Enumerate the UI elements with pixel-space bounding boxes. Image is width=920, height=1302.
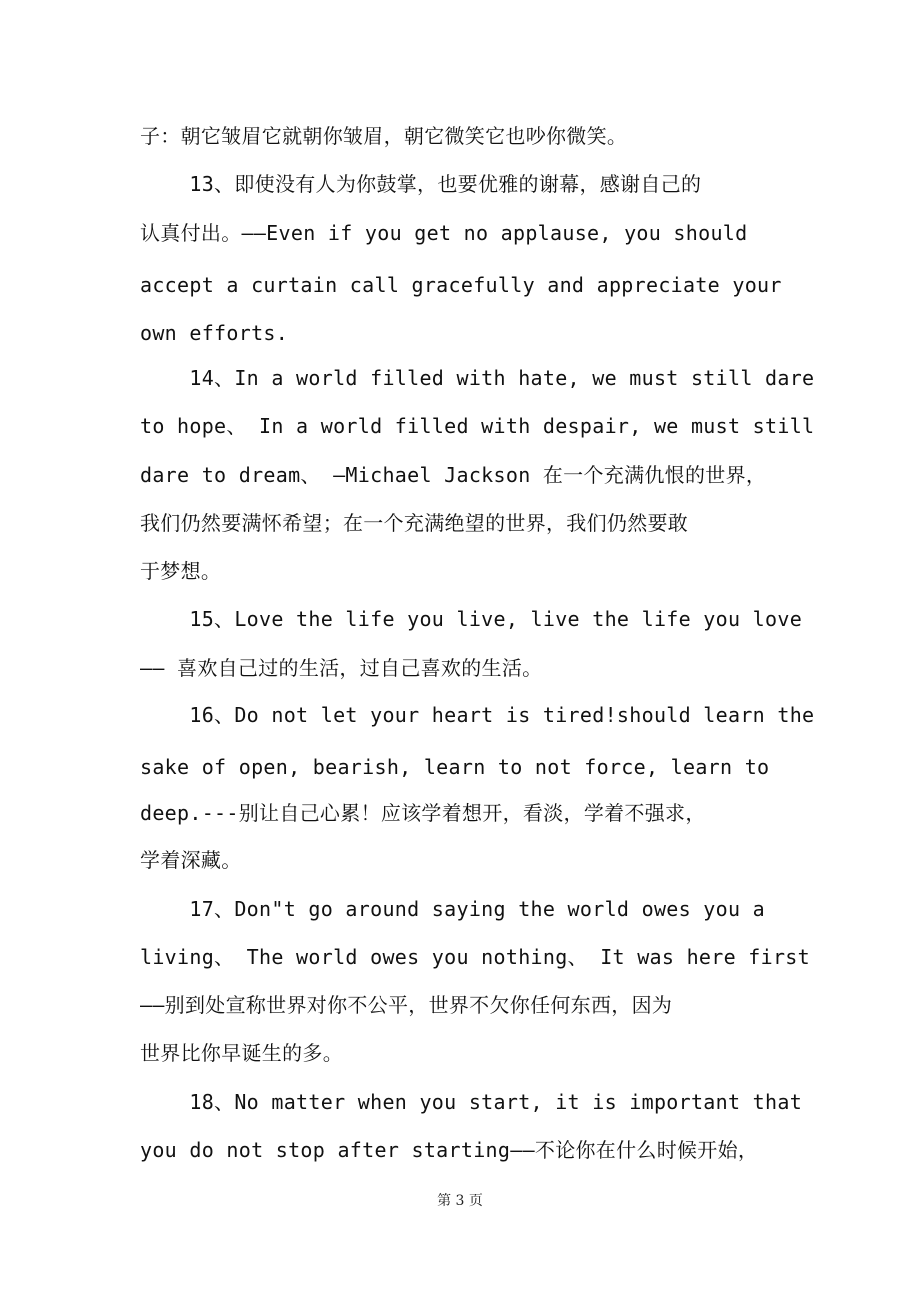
text-line: own efforts.	[140, 321, 289, 345]
text-line: 15、Love the life you live, live the life you love	[140, 607, 803, 631]
text-line: dare to dream、 —Michael Jackson 在一个充满仇恨的世界，	[140, 463, 767, 487]
text-line: deep.---别让自己心累！应该学着想开，看淡，学着不强求，	[140, 801, 706, 825]
text-line: 世界比你早诞生的多。	[140, 1041, 343, 1065]
page-number: 第 3 页	[437, 1193, 483, 1209]
text-line: 我们仍然要满怀希望；在一个充满绝望的世界，我们仍然要敢	[140, 511, 689, 535]
text-line: 认真付出。——Even if you get no applause, you should	[140, 221, 748, 245]
text-line: 13、即使没有人为你鼓掌，也要优雅的谢幕，感谢自己的	[140, 172, 702, 196]
text-line: 学着深藏。	[140, 848, 242, 872]
text-line: accept a curtain call gracefully and appreciate your	[140, 273, 782, 297]
text-line: living、 The world owes you nothing、 It was here first	[140, 945, 810, 969]
text-line: 18、No matter when you start, it is important that	[140, 1090, 803, 1114]
text-line: 子：朝它皱眉它就朝你皱眉，朝它微笑它也吵你微笑。	[140, 124, 628, 148]
text-line: 于梦想。	[140, 559, 222, 583]
text-line: ——别到处宣称世界对你不公平，世界不欠你任何东西，因为	[140, 993, 673, 1017]
text-line: —— 喜欢自己过的生活，过自己喜欢的生活。	[140, 656, 543, 680]
text-line: sake of open, bearish, learn to not force, learn to	[140, 755, 770, 779]
text-line: 16、Do not let your heart is tired!should learn the	[140, 703, 815, 727]
text-line: 14、In a world filled with hate, we must still dare	[140, 366, 815, 390]
text-line: to hope、 In a world filled with despair, we must still	[140, 414, 815, 438]
text-line: you do not stop after starting——不论你在什么时候开始，	[140, 1138, 759, 1162]
text-line: 17、Don"t go around saying the world owes you a	[140, 897, 766, 921]
